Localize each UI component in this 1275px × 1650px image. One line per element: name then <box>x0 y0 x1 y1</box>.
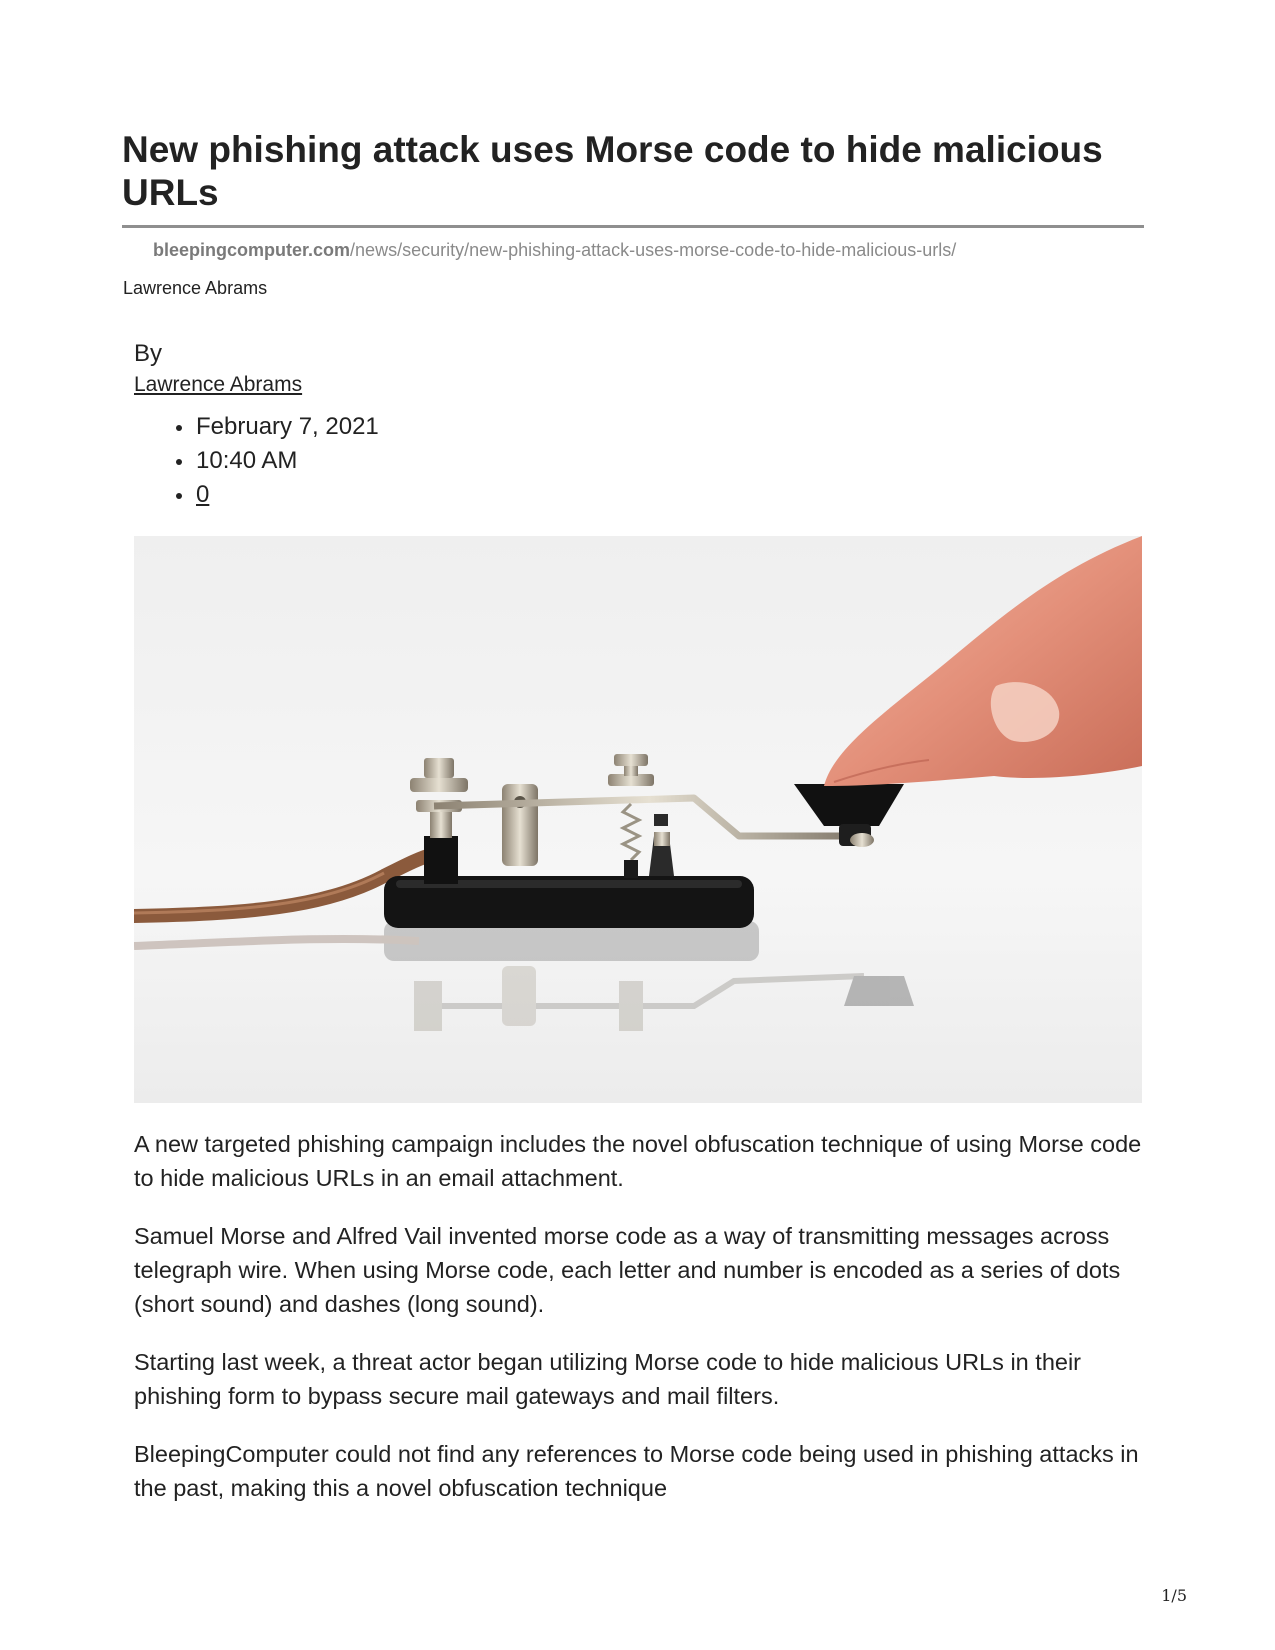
comments-count-link[interactable]: 0 <box>196 478 379 512</box>
paragraph-1: A new targeted phishing campaign includes the novel obfuscation technique of using Morse code to hide malicious URLs in an email attachment. <box>134 1131 1142 1191</box>
title-divider <box>122 225 1144 228</box>
byline-prefix: By <box>134 340 163 367</box>
article-title: New phishing attack uses Morse code to hide malicious URLs <box>122 129 1103 213</box>
article-date: February 7, 2021 <box>196 410 379 444</box>
paragraph-3: Starting last week, a threat actor began utilizing Morse code to hide malicious URLs in their phishing form to bypass secure mail gateways and mail filters. <box>134 1349 1081 1409</box>
article-time: 10:40 AM <box>196 444 379 478</box>
telegraph-key-illustration <box>134 536 1142 1103</box>
paragraph-2: Samuel Morse and Alfred Vail invented morse code as a way of transmitting messages across telegraph wire. When using Morse code, each letter and number is encoded as a series of dots (short sound) and dashes (long sound). <box>134 1223 1121 1317</box>
page-number: 1/5 <box>1161 1586 1187 1605</box>
article-meta-list <box>134 410 379 512</box>
author-name: Lawrence Abrams <box>123 278 268 298</box>
telegraph-key-image <box>134 536 1142 1103</box>
author-link[interactable]: Lawrence Abrams <box>134 373 303 396</box>
source-path[interactable]: /news/security/new-phishing-attack-uses-morse-code-to-hide-malicious-urls/ <box>350 240 957 260</box>
paragraph-4: BleepingComputer could not find any references to Morse code being used in phishing attacks in the past, making this a novel obfuscation technique <box>134 1441 1139 1501</box>
article-body <box>134 1127 1144 1529</box>
source-domain[interactable]: bleepingcomputer.com <box>153 240 351 260</box>
source-url[interactable] <box>153 240 956 261</box>
